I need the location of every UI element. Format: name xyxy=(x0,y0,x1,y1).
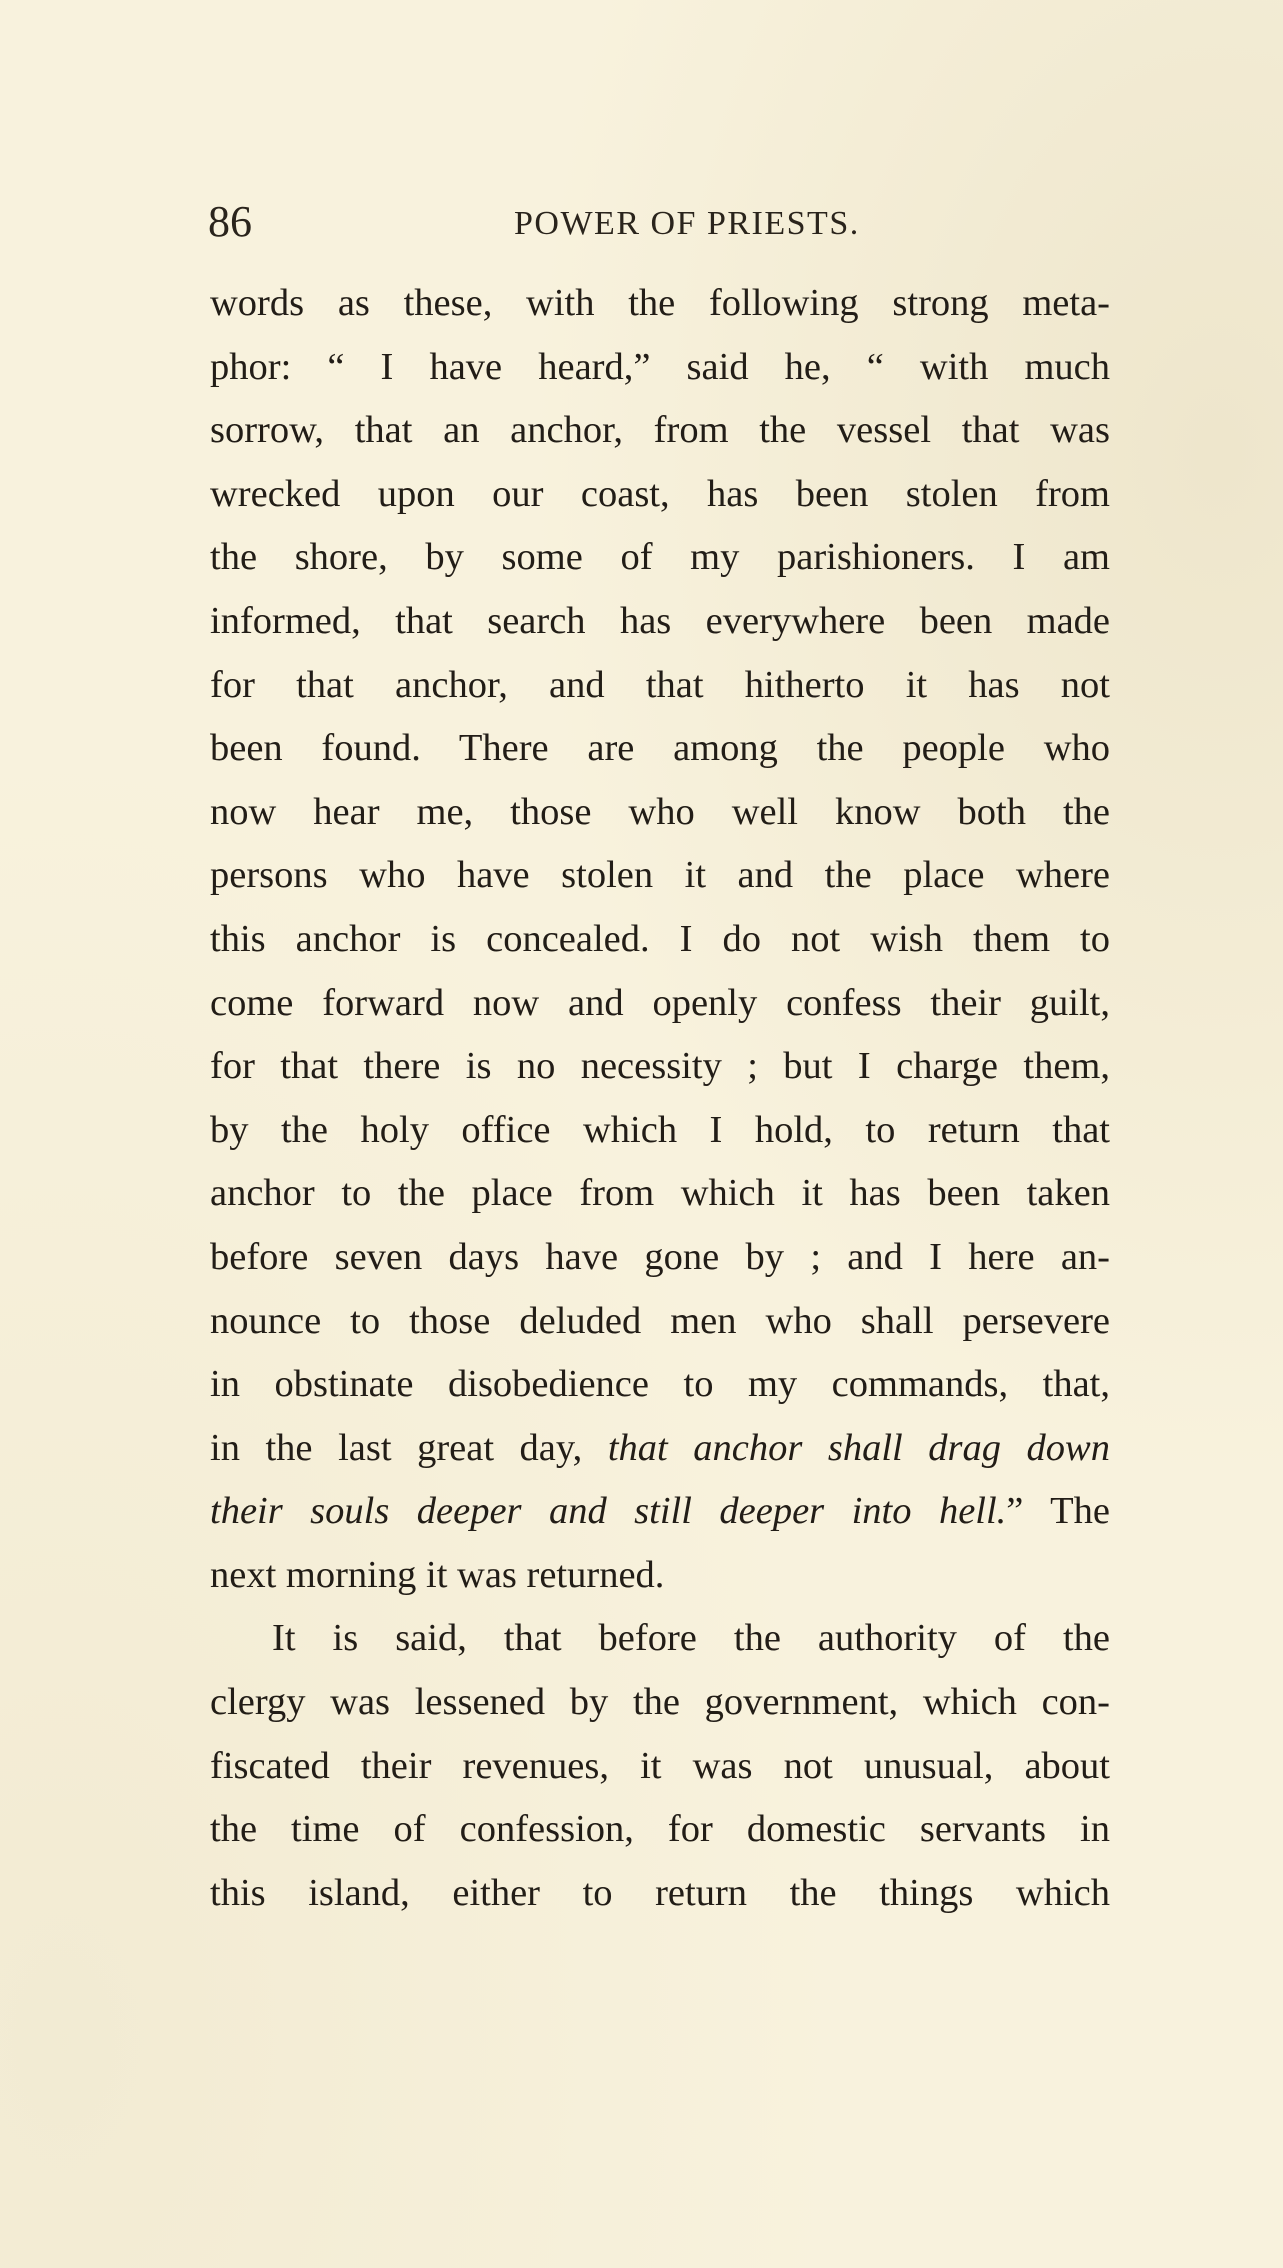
text-line xyxy=(210,1798,1110,1862)
text-segment: anchor to the place from which it has been taken xyxy=(210,1172,1110,1215)
text-segment: nounce to those deluded men who shall persevere xyxy=(210,1299,1110,1342)
text-line xyxy=(210,526,1110,590)
text-line xyxy=(210,1226,1110,1290)
text-segment: before seven days have gone by ; and I here an- xyxy=(210,1235,1110,1278)
page-number: 86 xyxy=(208,197,252,246)
text-segment: words as these, with the following strong meta- xyxy=(210,282,1110,324)
text-line xyxy=(210,717,1110,781)
text-segment: for that anchor, and that hitherto it has not xyxy=(210,663,1110,706)
text-line xyxy=(210,1162,1110,1226)
text-line xyxy=(210,272,1110,336)
text-line xyxy=(210,590,1110,654)
text-line xyxy=(210,781,1110,845)
text-segment: clergy was lessened by the government, which con- xyxy=(210,1681,1110,1724)
text-segment: wrecked upon our coast, has been stolen from xyxy=(210,472,1110,515)
text-segment: for that there is no necessity ; but I charge them, xyxy=(210,1045,1110,1088)
text-segment: next morning it was returned. xyxy=(210,1553,665,1596)
running-head: POWER OF PRIESTS. xyxy=(514,205,860,242)
text-segment: fiscated their revenues, it was not unusual, about xyxy=(210,1744,1110,1787)
text-line xyxy=(210,463,1110,527)
text-segment: by the holy office which I hold, to return that xyxy=(210,1108,1110,1151)
text-line xyxy=(210,1035,1110,1099)
text-line xyxy=(210,654,1110,718)
italic-text: that anchor shall drag down xyxy=(607,1426,1110,1469)
text-line xyxy=(210,1735,1110,1799)
text-line xyxy=(210,1671,1110,1735)
text-line xyxy=(210,1607,1110,1671)
italic-text: their souls deeper and still deeper into hell. xyxy=(210,1490,1007,1533)
text-segment: this anchor is concealed. I do not wish them to xyxy=(210,917,1110,960)
text-line xyxy=(210,336,1110,400)
text-line xyxy=(210,1353,1110,1417)
text-segment: ” The xyxy=(1006,1490,1110,1533)
text-segment: in the last great day, xyxy=(210,1426,608,1469)
text-segment: in obstinate disobedience to my commands, that, xyxy=(210,1363,1110,1406)
text-segment: come forward now and openly confess their guilt, xyxy=(210,981,1110,1024)
text-line xyxy=(210,1862,1110,1926)
text-segment: It is said, that before the authority of the xyxy=(272,1617,1110,1660)
text-line xyxy=(210,972,1110,1036)
text-line xyxy=(210,1480,1110,1544)
text-segment: persons who have stolen it and the place where xyxy=(210,854,1110,897)
text-line xyxy=(210,1099,1110,1163)
text-segment: this island, either to return the things which xyxy=(210,1871,1110,1914)
page-header xyxy=(208,190,1110,254)
text-segment: phor: “ I have heard,” said he, “ with much xyxy=(210,345,1110,388)
text-segment: informed, that search has everywhere been made xyxy=(210,599,1110,642)
text-line xyxy=(210,908,1110,972)
text-segment: sorrow, that an anchor, from the vessel that was xyxy=(210,409,1110,452)
text-line xyxy=(210,1544,1110,1608)
text-segment: been found. There are among the people who xyxy=(210,727,1110,770)
text-line xyxy=(210,1290,1110,1354)
text-segment: now hear me, those who well know both the xyxy=(210,790,1110,833)
text-line xyxy=(210,399,1110,463)
text-line xyxy=(210,1417,1110,1481)
body-text xyxy=(210,272,1110,1925)
text-line xyxy=(210,844,1110,908)
text-segment: the shore, by some of my parishioners. I am xyxy=(210,536,1110,579)
text-segment: the time of confession, for domestic servants in xyxy=(210,1808,1110,1851)
